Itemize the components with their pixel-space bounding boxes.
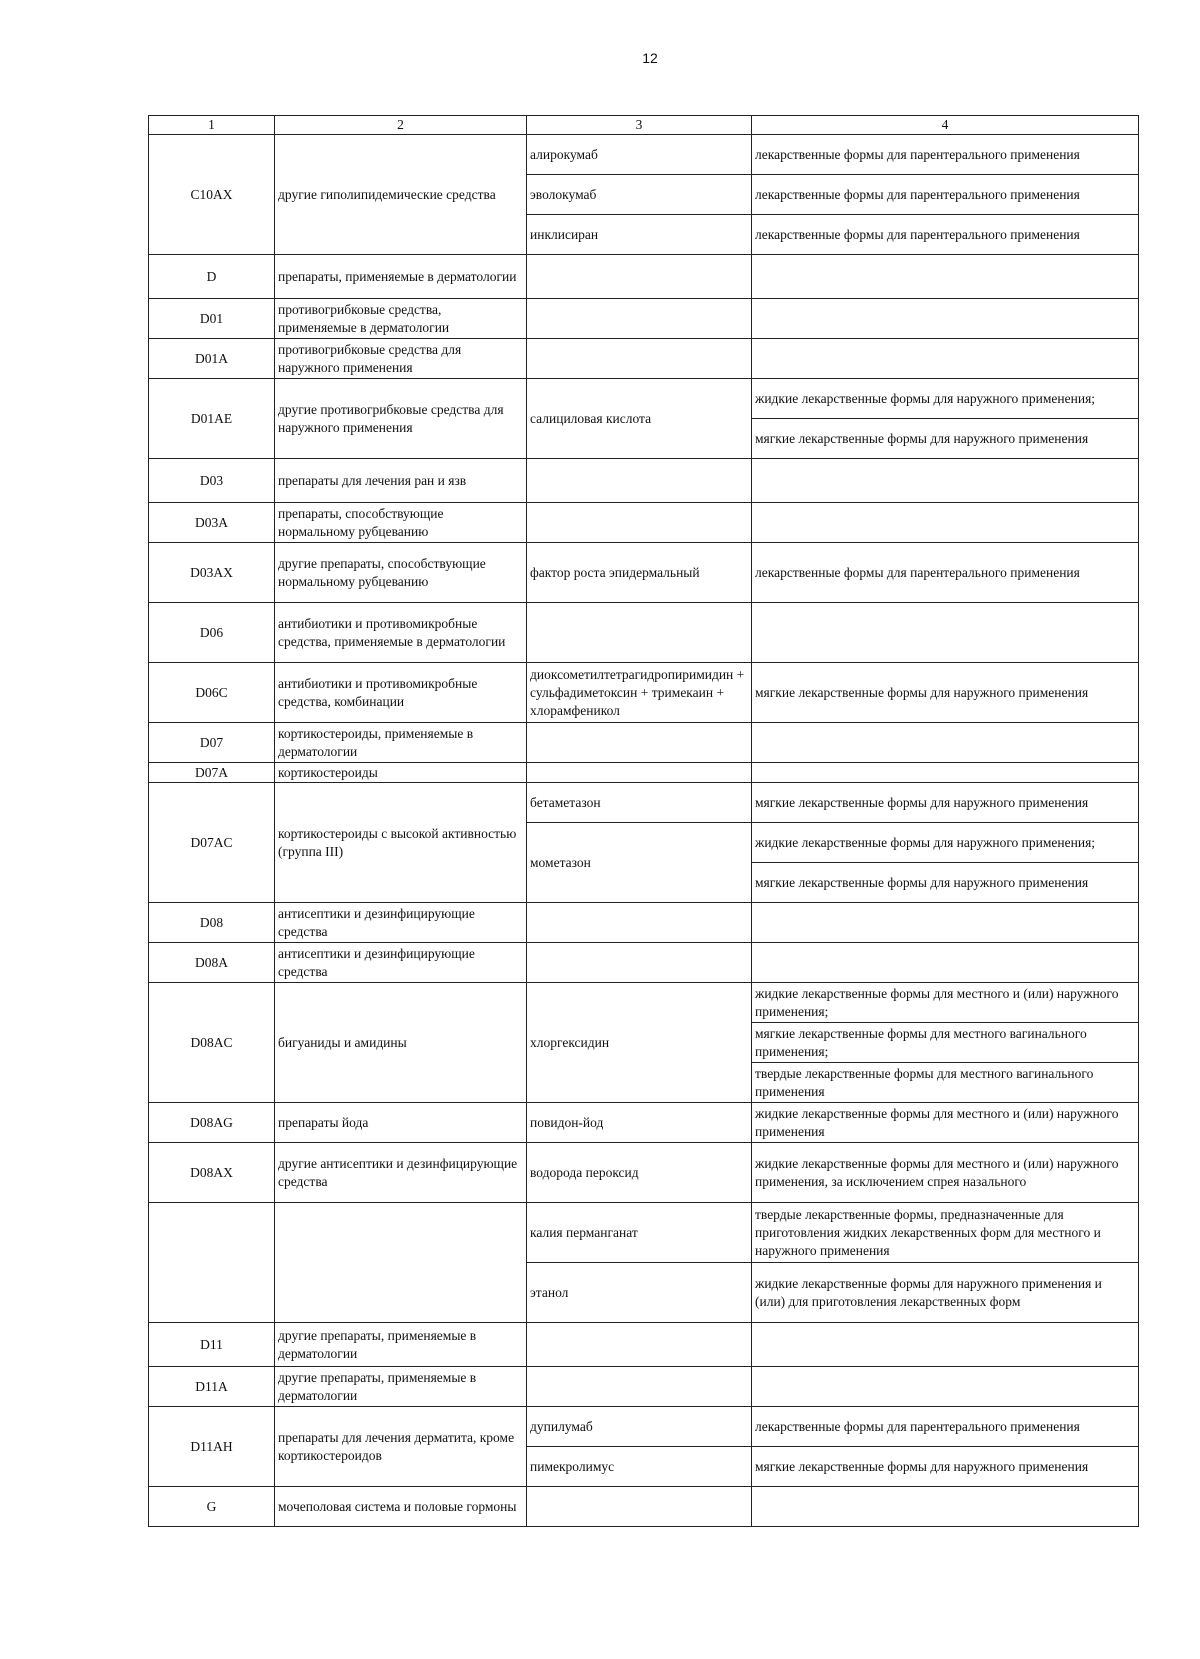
table-row xyxy=(149,135,1139,175)
group-name-cell: другие противогрибковые средства для наружного применения xyxy=(275,379,527,459)
atc-code-cell: D06C xyxy=(149,663,275,723)
table-row xyxy=(149,603,1139,663)
drug-name-cell: пимекролимус xyxy=(527,1447,752,1487)
dosage-form-cell: мягкие лекарственные формы для наружного применения xyxy=(752,419,1139,459)
dosage-form-cell xyxy=(752,903,1139,943)
group-name-cell: антисептики и дезинфицирующие средства xyxy=(275,943,527,983)
atc-code-cell: D01A xyxy=(149,339,275,379)
dosage-form-cell xyxy=(752,603,1139,663)
table-row xyxy=(149,379,1139,419)
table-row xyxy=(149,1203,1139,1263)
group-name-cell: другие антисептики и дезинфицирующие средства xyxy=(275,1143,527,1203)
dosage-form-cell: твердые лекарственные формы для местного вагинального применения xyxy=(752,1063,1139,1103)
drug-name-cell xyxy=(527,723,752,763)
table-row xyxy=(149,723,1139,763)
group-name-cell: кортикостероиды с высокой активностью (группа III) xyxy=(275,783,527,903)
dosage-form-cell xyxy=(752,763,1139,783)
dosage-form-cell: мягкие лекарственные формы для наружного применения xyxy=(752,783,1139,823)
dosage-form-cell: лекарственные формы для парентерального применения xyxy=(752,543,1139,603)
drug-name-cell: хлоргексидин xyxy=(527,983,752,1103)
group-name-cell: препараты, способствующие нормальному рубцеванию xyxy=(275,503,527,543)
drug-name-cell: инклисиран xyxy=(527,215,752,255)
table-row xyxy=(149,1407,1139,1447)
dosage-form-cell: лекарственные формы для парентерального применения xyxy=(752,1407,1139,1447)
dosage-form-cell xyxy=(752,255,1139,299)
group-name-cell: кортикостероиды xyxy=(275,763,527,783)
dosage-form-cell xyxy=(752,723,1139,763)
dosage-form-cell xyxy=(752,1367,1139,1407)
atc-code-cell: D08AX xyxy=(149,1143,275,1203)
atc-code-cell: G xyxy=(149,1487,275,1527)
table-row xyxy=(149,339,1139,379)
table-row xyxy=(149,459,1139,503)
drug-name-cell: дупилумаб xyxy=(527,1407,752,1447)
group-name-cell: мочеполовая система и половые гормоны xyxy=(275,1487,527,1527)
atc-code-cell: C10AX xyxy=(149,135,275,255)
drug-name-cell: салициловая кислота xyxy=(527,379,752,459)
drug-name-cell: диоксометилтетрагидропиримидин + сульфадиметоксин + тримекаин + хлорамфеникол xyxy=(527,663,752,723)
group-name-cell: антисептики и дезинфицирующие средства xyxy=(275,903,527,943)
table-row xyxy=(149,255,1139,299)
group-name-cell: препараты для лечения дерматита, кроме кортикостероидов xyxy=(275,1407,527,1487)
dosage-form-cell: лекарственные формы для парентерального применения xyxy=(752,215,1139,255)
table-row xyxy=(149,903,1139,943)
table-row xyxy=(149,983,1139,1023)
table-row xyxy=(149,763,1139,783)
group-name-cell: препараты для лечения ран и язв xyxy=(275,459,527,503)
dosage-form-cell: мягкие лекарственные формы для наружного применения xyxy=(752,663,1139,723)
dosage-form-cell: жидкие лекарственные формы для местного и (или) наружного применения, за исключением спрея назального xyxy=(752,1143,1139,1203)
drug-name-cell xyxy=(527,459,752,503)
dosage-form-cell xyxy=(752,339,1139,379)
drug-name-cell xyxy=(527,503,752,543)
table-row xyxy=(149,543,1139,603)
dosage-form-cell: жидкие лекарственные формы для наружного применения; xyxy=(752,823,1139,863)
dosage-form-cell xyxy=(752,1487,1139,1527)
header-cell: 2 xyxy=(275,116,527,135)
atc-code-cell: D03 xyxy=(149,459,275,503)
page-number: 12 xyxy=(642,50,658,66)
dosage-form-cell: жидкие лекарственные формы для местного и (или) наружного применения; xyxy=(752,983,1139,1023)
group-name-cell: другие препараты, применяемые в дерматологии xyxy=(275,1323,527,1367)
drug-name-cell: этанол xyxy=(527,1263,752,1323)
atc-code-cell: D11A xyxy=(149,1367,275,1407)
dosage-form-cell: лекарственные формы для парентерального применения xyxy=(752,175,1139,215)
drug-name-cell xyxy=(527,1323,752,1367)
dosage-form-cell: жидкие лекарственные формы для местного и (или) наружного применения xyxy=(752,1103,1139,1143)
group-name-cell: бигуаниды и амидины xyxy=(275,983,527,1103)
atc-code-cell: D01AE xyxy=(149,379,275,459)
drug-name-cell: бетаметазон xyxy=(527,783,752,823)
drug-name-cell xyxy=(527,903,752,943)
dosage-form-cell: мягкие лекарственные формы для местного вагинального применения; xyxy=(752,1023,1139,1063)
drug-name-cell: эволокумаб xyxy=(527,175,752,215)
atc-code-cell: D08A xyxy=(149,943,275,983)
atc-code-cell: D07 xyxy=(149,723,275,763)
drug-name-cell xyxy=(527,255,752,299)
atc-code-cell: D03AX xyxy=(149,543,275,603)
atc-code-cell: D07AC xyxy=(149,783,275,903)
drug-name-cell: алирокумаб xyxy=(527,135,752,175)
group-name-cell xyxy=(275,1203,527,1323)
drug-name-cell xyxy=(527,1367,752,1407)
drug-name-cell: фактор роста эпидермальный xyxy=(527,543,752,603)
header-cell: 3 xyxy=(527,116,752,135)
dosage-form-cell: лекарственные формы для парентерального применения xyxy=(752,135,1139,175)
table-row xyxy=(149,1323,1139,1367)
medication-table xyxy=(148,115,1139,1527)
atc-code-cell: D08 xyxy=(149,903,275,943)
dosage-form-cell: жидкие лекарственные формы для наружного применения; xyxy=(752,379,1139,419)
drug-name-cell xyxy=(527,943,752,983)
group-name-cell: другие препараты, применяемые в дерматологии xyxy=(275,1367,527,1407)
table-row xyxy=(149,1487,1139,1527)
group-name-cell: препараты йода xyxy=(275,1103,527,1143)
dosage-form-cell xyxy=(752,503,1139,543)
drug-name-cell: мометазон xyxy=(527,823,752,903)
header-cell: 1 xyxy=(149,116,275,135)
drug-name-cell xyxy=(527,339,752,379)
dosage-form-cell xyxy=(752,943,1139,983)
drug-name-cell xyxy=(527,763,752,783)
atc-code-cell: D11 xyxy=(149,1323,275,1367)
atc-code-cell: D01 xyxy=(149,299,275,339)
atc-code-cell: D07A xyxy=(149,763,275,783)
drug-name-cell xyxy=(527,603,752,663)
group-name-cell: кортикостероиды, применяемые в дерматологии xyxy=(275,723,527,763)
group-name-cell: другие препараты, способствующие нормальному рубцеванию xyxy=(275,543,527,603)
dosage-form-cell xyxy=(752,299,1139,339)
table-row xyxy=(149,1367,1139,1407)
group-name-cell: антибиотики и противомикробные средства, применяемые в дерматологии xyxy=(275,603,527,663)
group-name-cell: препараты, применяемые в дерматологии xyxy=(275,255,527,299)
group-name-cell: антибиотики и противомикробные средства, комбинации xyxy=(275,663,527,723)
dosage-form-cell: твердые лекарственные формы, предназначенные для приготовления жидких лекарственных форм для местного и наружного применения xyxy=(752,1203,1139,1263)
dosage-form-cell xyxy=(752,1323,1139,1367)
drug-name-cell: повидон-йод xyxy=(527,1103,752,1143)
dosage-form-cell xyxy=(752,459,1139,503)
drug-name-cell xyxy=(527,299,752,339)
table-row xyxy=(149,663,1139,723)
atc-code-cell: D03A xyxy=(149,503,275,543)
table-row xyxy=(149,1143,1139,1203)
group-name-cell: другие гиполипидемические средства xyxy=(275,135,527,255)
drug-name-cell xyxy=(527,1487,752,1527)
drug-name-cell: калия перманганат xyxy=(527,1203,752,1263)
table-row xyxy=(149,783,1139,823)
dosage-form-cell: жидкие лекарственные формы для наружного применения и (или) для приготовления лекарственных форм xyxy=(752,1263,1139,1323)
group-name-cell: противогрибковые средства для наружного применения xyxy=(275,339,527,379)
atc-code-cell: D11AH xyxy=(149,1407,275,1487)
atc-code-cell: D08AG xyxy=(149,1103,275,1143)
table-row xyxy=(149,1103,1139,1143)
atc-code-cell: D06 xyxy=(149,603,275,663)
header-cell: 4 xyxy=(752,116,1139,135)
table-row xyxy=(149,503,1139,543)
atc-code-cell: D xyxy=(149,255,275,299)
table-row xyxy=(149,943,1139,983)
group-name-cell: противогрибковые средства, применяемые в дерматологии xyxy=(275,299,527,339)
atc-code-cell: D08AC xyxy=(149,983,275,1103)
table-row xyxy=(149,299,1139,339)
dosage-form-cell: мягкие лекарственные формы для наружного применения xyxy=(752,1447,1139,1487)
atc-code-cell xyxy=(149,1203,275,1323)
header-row xyxy=(149,116,1139,135)
dosage-form-cell: мягкие лекарственные формы для наружного применения xyxy=(752,863,1139,903)
drug-name-cell: водорода пероксид xyxy=(527,1143,752,1203)
